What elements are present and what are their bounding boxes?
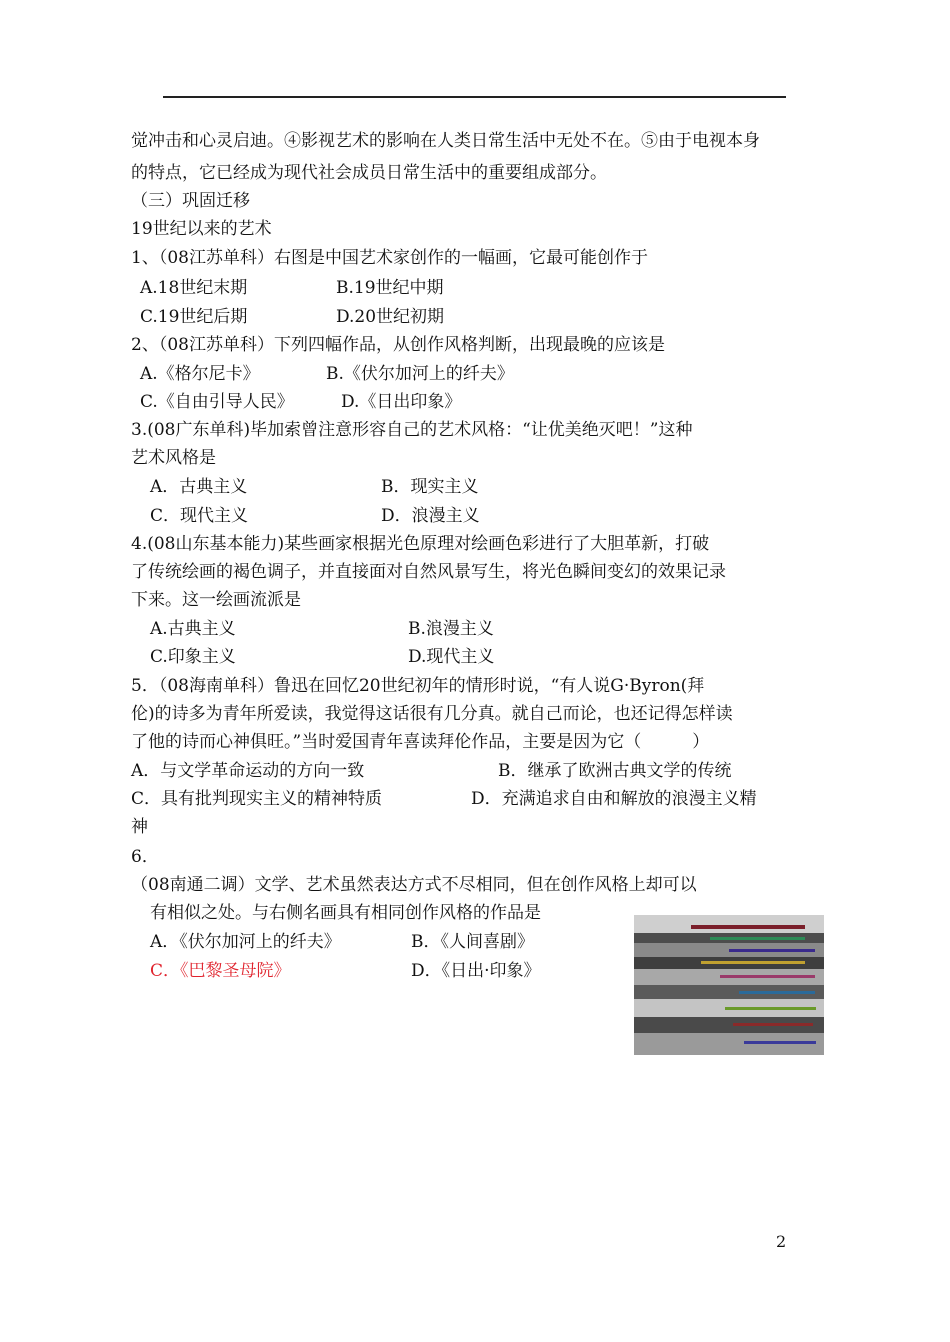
painting-image bbox=[634, 915, 824, 1055]
option-a: A.《格尔尼卡》 bbox=[140, 364, 260, 384]
option-b: B.19世纪中期 bbox=[336, 278, 444, 298]
option-a: A.18世纪末期 bbox=[140, 278, 248, 298]
option-b: B.《伏尔加河上的纤夫》 bbox=[326, 364, 514, 384]
question-1: 1、（08江苏单科）右图是中国艺术家创作的一幅画，它最可能创作于 bbox=[131, 248, 648, 268]
option-c-answer: C．《巴黎圣母院》 bbox=[150, 961, 291, 981]
question-2: 2、（08江苏单科）下列四幅作品，从创作风格判断，出现最晚的应该是 bbox=[131, 335, 665, 355]
option-d: D.20世纪初期 bbox=[336, 307, 445, 327]
option-d: D．充满追求自由和解放的浪漫主义精 bbox=[471, 789, 757, 809]
question-3: 3.(08广东单科)毕加索曾注意形容自己的艺术风格：“让优美绝灭吧！”这种 bbox=[131, 420, 693, 440]
option-b: B．现实主义 bbox=[381, 477, 479, 497]
option-d: D．《日出·印象》 bbox=[411, 961, 541, 981]
topic-heading: 19世纪以来的艺术 bbox=[131, 219, 272, 239]
option-b: B.浪漫主义 bbox=[408, 619, 494, 639]
page-number: 2 bbox=[776, 1232, 787, 1251]
option-c: C．现代主义 bbox=[150, 506, 249, 526]
option-d-cont: 神 bbox=[131, 817, 148, 837]
question-5-cont: 了他的诗而心神俱旺。”当时爱国青年喜读拜伦作品，主要是因为它（ ） bbox=[131, 732, 710, 752]
header-rule bbox=[163, 96, 786, 98]
question-4: 4.(08山东基本能力)某些画家根据光色原理对绘画色彩进行了大胆革新，打破 bbox=[131, 534, 710, 554]
text-line: 的特点，它已经成为现代社会成员日常生活中的重要组成部分。 bbox=[131, 163, 607, 183]
question-3-cont: 艺术风格是 bbox=[131, 448, 216, 468]
option-a: A.古典主义 bbox=[150, 619, 236, 639]
text-line: 觉冲击和心灵启迪。④影视艺术的影响在人类日常生活中无处不在。⑤由于电视本身 bbox=[131, 131, 760, 151]
question-4-cont: 下来。这一绘画流派是 bbox=[131, 590, 301, 610]
option-c: C．具有批判现实主义的精神特质 bbox=[131, 789, 383, 809]
option-a: A．古典主义 bbox=[150, 477, 248, 497]
option-b: B．《人间喜剧》 bbox=[411, 932, 534, 952]
option-d: D.现代主义 bbox=[408, 647, 495, 667]
option-b: B．继承了欧洲古典文学的传统 bbox=[498, 761, 732, 781]
option-d: D.《日出印象》 bbox=[341, 392, 462, 412]
question-6: （08南通二调）文学、艺术虽然表达方式不尽相同，但在创作风格上却可以 bbox=[131, 875, 697, 895]
section-heading: （三）巩固迁移 bbox=[131, 191, 250, 211]
option-c: C.19世纪后期 bbox=[140, 307, 248, 327]
question-5: 5．（08海南单科）鲁迅在回忆20世纪初年的情形时说，“有人说G·Byron(拜 bbox=[131, 676, 705, 696]
question-5-cont: 伦)的诗多为青年所爱读，我觉得这话很有几分真。就自己而论，也还记得怎样读 bbox=[131, 704, 733, 724]
question-6-number: 6． bbox=[131, 847, 159, 867]
option-c: C.《自由引导人民》 bbox=[140, 392, 294, 412]
option-a: A．《伏尔加河上的纤夫》 bbox=[150, 932, 341, 952]
question-6-cont: 有相似之处。与右侧名画具有相同创作风格的作品是 bbox=[150, 903, 541, 923]
option-c: C.印象主义 bbox=[150, 647, 236, 667]
option-d: D．浪漫主义 bbox=[381, 506, 480, 526]
question-4-cont: 了传统绘画的褐色调子，并直接面对自然风景写生，将光色瞬间变幻的效果记录 bbox=[131, 562, 726, 582]
option-a: A．与文学革命运动的方向一致 bbox=[131, 761, 365, 781]
